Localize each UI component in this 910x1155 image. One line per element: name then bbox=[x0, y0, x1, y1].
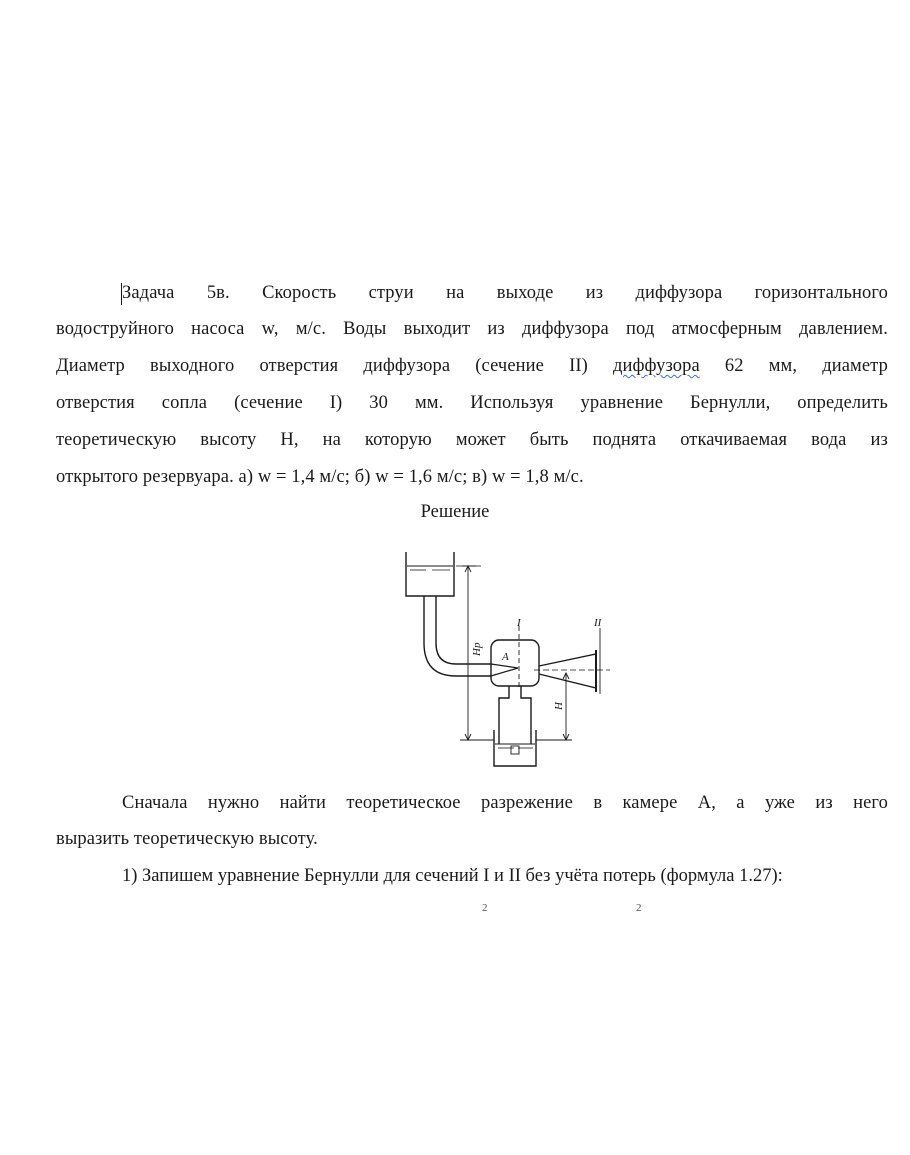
problem-line-2: водоструйного насоса w, м/с. Воды выходит из диффузора под атмосферным давлением. bbox=[56, 319, 888, 339]
problem-line-4: отверстия сопла (сечение I) 30 мм. Используя уравнение Бернулли, определить bbox=[56, 393, 888, 413]
problem-line-1: Задача 5в. Скорость струи на выходе из диффузора горизонтального bbox=[122, 283, 888, 303]
section-II-label: II bbox=[594, 617, 602, 629]
problem-line-3: Диаметр выходного отверстия диффузора (сечение II) диффузора 62 мм, диаметр bbox=[56, 356, 888, 376]
section-I-label: I bbox=[517, 617, 521, 629]
height-H-label: H bbox=[553, 702, 565, 710]
solution-p1-line-2: выразить теоретическую высоту. bbox=[56, 829, 318, 849]
jet-pump-diagram bbox=[396, 548, 618, 770]
height-p-label: Hp bbox=[471, 642, 483, 656]
chamber-A-label: A bbox=[502, 651, 509, 663]
solution-p1-line-1: Сначала нужно найти теоретическое разрежение в камере А, а уже из него bbox=[122, 793, 888, 813]
solution-heading: Решение bbox=[420, 502, 490, 522]
problem-line-6: открытого резервуара. а) w = 1,4 м/с; б) w = 1,6 м/с; в) w = 1,8 м/с. bbox=[56, 467, 584, 487]
stray-mark-1: 2 bbox=[482, 902, 488, 914]
stray-mark-2: 2 bbox=[636, 902, 642, 914]
problem-line-5: теоретическую высоту H, на которую может быть поднята откачиваемая вода из bbox=[56, 430, 888, 450]
solution-paragraph-2: 1) Запишем уравнение Бернулли для сечений I и II без учёта потерь (формула 1.27): bbox=[122, 866, 783, 886]
